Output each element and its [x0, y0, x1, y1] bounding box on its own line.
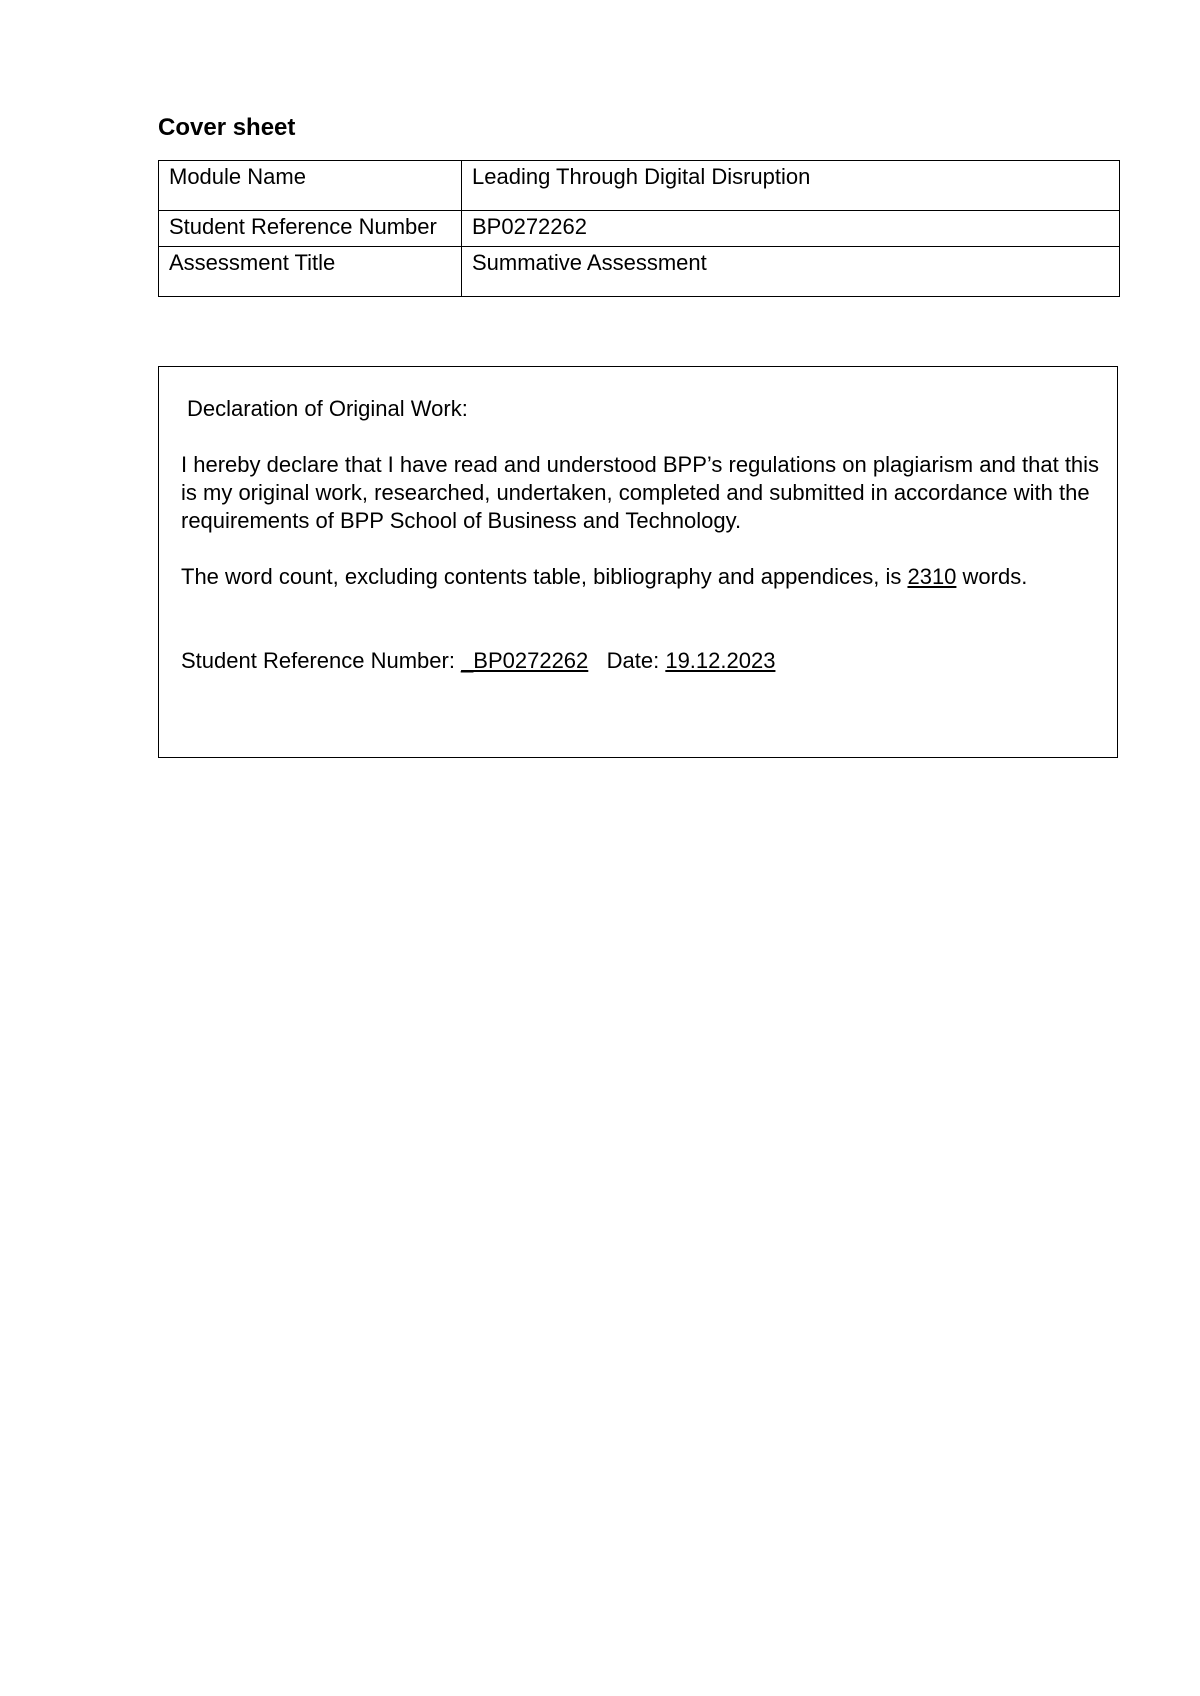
- table-row: [159, 161, 1120, 211]
- date-label: Date:: [588, 648, 666, 673]
- assessment-title-value: Summative Assessment: [462, 247, 1120, 297]
- word-count-prefix: The word count, excluding contents table, bibliography and appendices, is: [181, 564, 908, 589]
- student-reference-label: Student Reference Number: [159, 211, 462, 247]
- student-ref-label: Student Reference Number:: [181, 648, 462, 673]
- declaration-box: [158, 366, 1118, 758]
- word-count-statement: [181, 563, 1101, 591]
- declaration-heading: Declaration of Original Work:: [187, 396, 468, 421]
- student-reference-value: BP0272262: [462, 211, 1120, 247]
- signature-line: [181, 647, 1101, 675]
- word-count-value: 2310: [907, 564, 957, 589]
- student-ref-value: _BP0272262: [461, 648, 589, 673]
- declaration-body: I hereby declare that I have read and understood BPP’s regulations on plagiarism and that this is my original work, researched, undertaken, completed and submitted in accordance with the requirements of BPP School of Business and Technology.: [181, 452, 1100, 533]
- word-count-suffix: words.: [956, 564, 1028, 589]
- table-row: [159, 247, 1120, 297]
- table-row: [159, 211, 1120, 247]
- cover-sheet-title: Cover sheet: [158, 114, 296, 141]
- assessment-title-label: Assessment Title: [159, 247, 462, 297]
- info-table: [158, 160, 1120, 297]
- module-name-value: Leading Through Digital Disruption: [462, 161, 1120, 211]
- date-value: 19.12.2023: [665, 648, 776, 673]
- module-name-label: Module Name: [159, 161, 462, 211]
